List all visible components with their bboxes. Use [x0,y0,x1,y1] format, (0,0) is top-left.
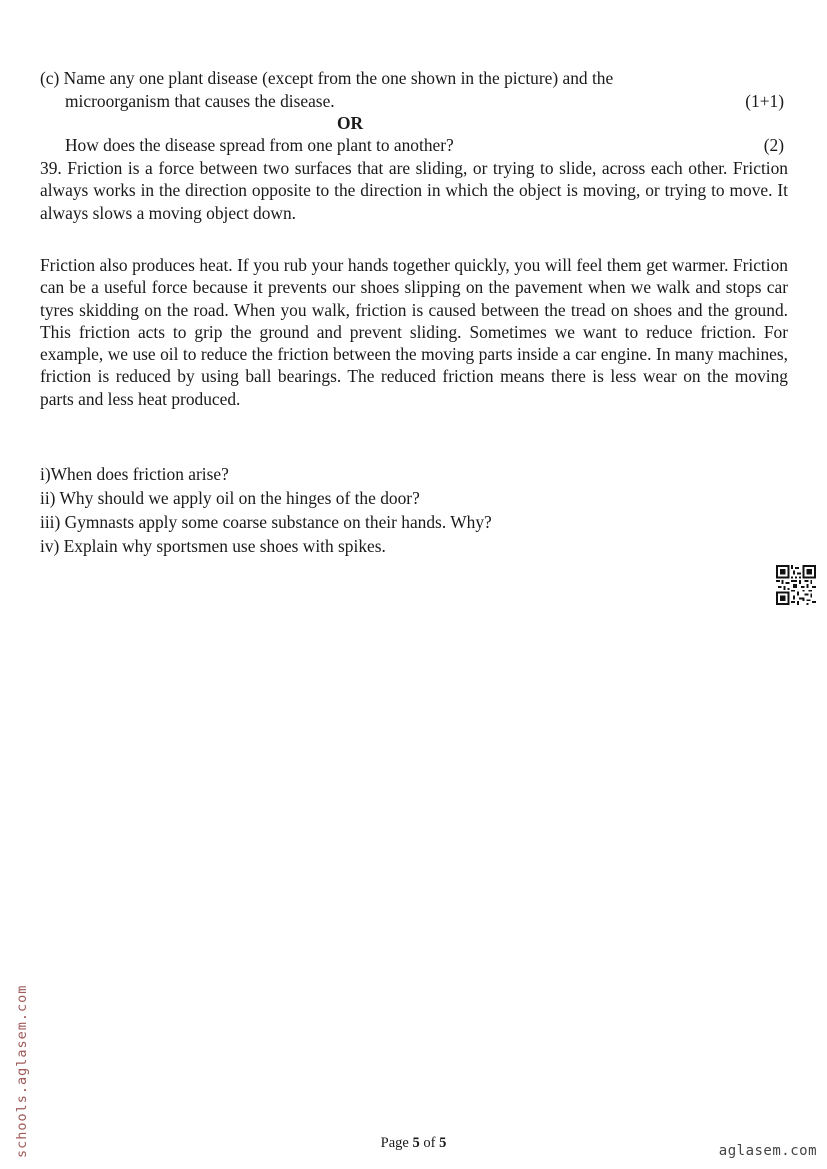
side-watermark: schools.aglasem.com [14,984,30,1158]
q38c-line-2: microorganism that causes the disease. [65,91,335,111]
q39-subquestion: iv) Explain why sportsmen use shoes with spikes. [40,536,386,556]
page-footer [0,1135,827,1152]
q39-paragraph-1: 39. Friction is a force between two surfaces that are sliding, or trying to slide, across each other. Friction always works in the direction opposite to the direction in which the object is moving, or trying to move. It always slows a moving object down. [40,158,788,223]
marks-2: (2) [763,135,784,155]
brand-watermark: aglasem.com [718,1143,817,1159]
or-divider: OR [337,113,364,133]
q39-paragraph-2: Friction also produces heat. If you rub your hands together quickly, you will feel them get warmer. Friction can be a useful force because it prevents our shoes slipping on the pavement when we walk and stops car tyres skidding on the road. When you walk, friction is caused between the tread on shoes and the ground. This friction acts to grip the ground and prevent sliding. Sometimes we want to reduce friction. For example, we use oil to reduce the friction between the moving parts inside a car engine. In many machines, friction is reduced by using ball bearings. The reduced friction means there is less wear on the moving parts and less heat produced. [40,255,788,409]
page-label: Page [380,1135,409,1151]
page-current: 5 [412,1135,420,1151]
q38c-line-3: How does the disease spread from one plant to another? [65,135,454,155]
page-of-label: of [423,1135,436,1151]
q39-subquestion: ii) Why should we apply oil on the hinges of the door? [40,488,420,508]
marks-1: (1+1) [745,91,784,111]
q38c-line-1: (c) Name any one plant disease (except from the one shown in the picture) and the [40,68,614,88]
q39-subquestion: i)When does friction arise? [40,464,229,484]
page-total: 5 [439,1135,447,1151]
q39-subquestion: iii) Gymnasts apply some coarse substance on their hands. Why? [40,512,492,532]
qr-code [776,565,816,605]
